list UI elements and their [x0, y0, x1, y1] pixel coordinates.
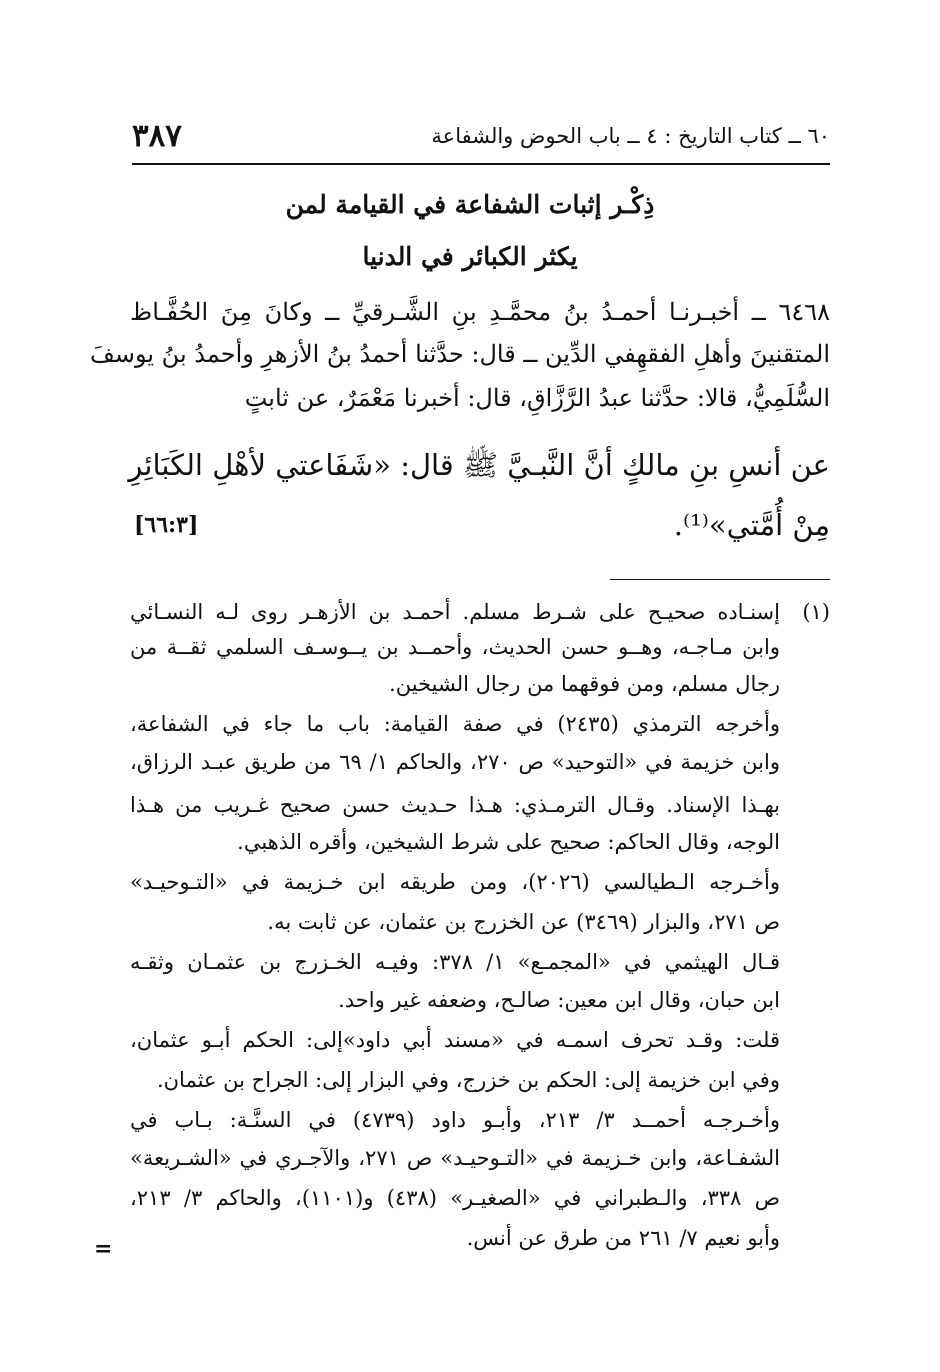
- header-divider: [132, 163, 830, 165]
- section-title-line-1: ذِكْـر إثبات الشفاعة في القيامة لمن: [285, 190, 655, 219]
- isnad-line: المتقنينَ وأهلِ الفقهِفي الدِّين ــ قال: حدَّثنا أحمدُ بنُ الأزهرِ وأحمدُ بنُ يوسفَ: [90, 340, 830, 368]
- footnote-divider: [610, 579, 830, 580]
- continuation-mark: =: [94, 1236, 113, 1262]
- hadith-text-line: مِنْ أُمَّتي»⁽¹⁾.: [673, 508, 830, 542]
- footnote-number: (١): [802, 600, 830, 624]
- footnote-line: وابن مـاجـه، وهــو حسن الحديث، وأحمــد بن يــوسـف السلمي ثقــة من: [130, 635, 780, 659]
- footnote-line: ص ٣٣٨، والـطبراني في «الصغيـر» (٤٣٨) و(١١٠١)، والحاكم ٣/ ٢١٣،: [130, 1186, 780, 1210]
- footnote-line: الشفـاعة، وابن خـزيمة في «التـوحيـد» ص ٢٧١، والآجـري في «الشـريعة»: [130, 1146, 780, 1170]
- footnote-line: بهـذا الإسناد. وقـال الترمـذي: هـذا حـديث حسن صحيح غـريب من هـذا: [130, 793, 780, 817]
- running-title: ٦٠ ــ كتاب التاريخ : ٤ ــ باب الحوض والشفاعة: [431, 124, 830, 148]
- running-header: [132, 118, 830, 162]
- hadith-reference: [٦٦:٣]: [134, 512, 199, 538]
- hadith-text-line: عن أنسِ بنِ مالكٍ أنَّ النَّبـيَّ ﷺ قال: «شَفَاعتي لأهْلِ الكَبَائِرِ: [128, 448, 830, 482]
- isnad-line: السُّلَمِيُّ، قالا: حدَّثنا عبدُ الرَّزَّاقِ، قال: أخبرنا مَعْمَرٌ، عن ثابتٍ: [244, 384, 830, 412]
- footnote-line: ص ٢٧١، والبزار (٣٤٦٩) عن الخزرج بن عثمان، عن ثابت به.: [267, 910, 780, 934]
- footnote-line: وأبو نعيم ٧/ ٢٦١ من طرق عن أنس.: [466, 1226, 780, 1250]
- footnote-line: وفي ابن خزيمة إلى: الحكم بن خزرج، وفي البزار إلى: الجراح بن عثمان.: [156, 1068, 780, 1092]
- page-number: ٣٨٧: [132, 118, 182, 154]
- footnote-line: قلت: وقـد تحرف اسمـه في «مسند أبي داود»إلى: الحكم أبـو عثمان،: [130, 1028, 780, 1052]
- footnote-line: وأخـرجه الـطيالسي (٢٠٢٦)، ومن طريقه ابن خـزيمة في «التـوحيـد»: [130, 870, 781, 894]
- footnote-line: وابن خزيمة في «التوحيد» ص ٢٧٠، والحاكم ١/ ٦٩ من طريق عبـد الرزاق،: [130, 750, 780, 774]
- footnote-line: وأخرجه الترمذي (٢٤٣٥) في صفة القيامة: باب ما جاء في الشفاعة،: [130, 712, 780, 736]
- isnad-line: ٦٤٦٨ ــ أخبـرنـا أحمـدُ بنُ محمَّـدِ بنِ الشَّـرقيِّ ــ وكانَ مِنَ الحُفَّـاظ: [130, 298, 830, 326]
- footnote-line: إسنـاده صحيـح على شـرط مسلم. أحمـد بن الأزهـر روى لـه النسـائي: [130, 600, 780, 624]
- footnote-line: ابن حبان، وقال ابن معين: صالـح، وضعفه غير واحد.: [338, 988, 780, 1012]
- footnote-line: وأخـرجـه أحمــد ٣/ ٢١٣، وأبـو داود (٤٧٣٩) في السنَّـة: بـاب في: [130, 1108, 780, 1132]
- footnote-line: قـال الهيثمي في «المجمـع» ١/ ٣٧٨: وفيـه الخـزرج بن عثمـان وثقـه: [130, 950, 780, 974]
- footnote-line: رجال مسلم، ومن فوقهما من رجال الشيخين.: [389, 672, 780, 696]
- section-title-line-2: يكثر الكبائر في الدنيا: [362, 242, 578, 271]
- footnote-line: الوجه، وقال الحاكم: صحيح على شرط الشيخين، وأقره الذهبي.: [237, 830, 780, 854]
